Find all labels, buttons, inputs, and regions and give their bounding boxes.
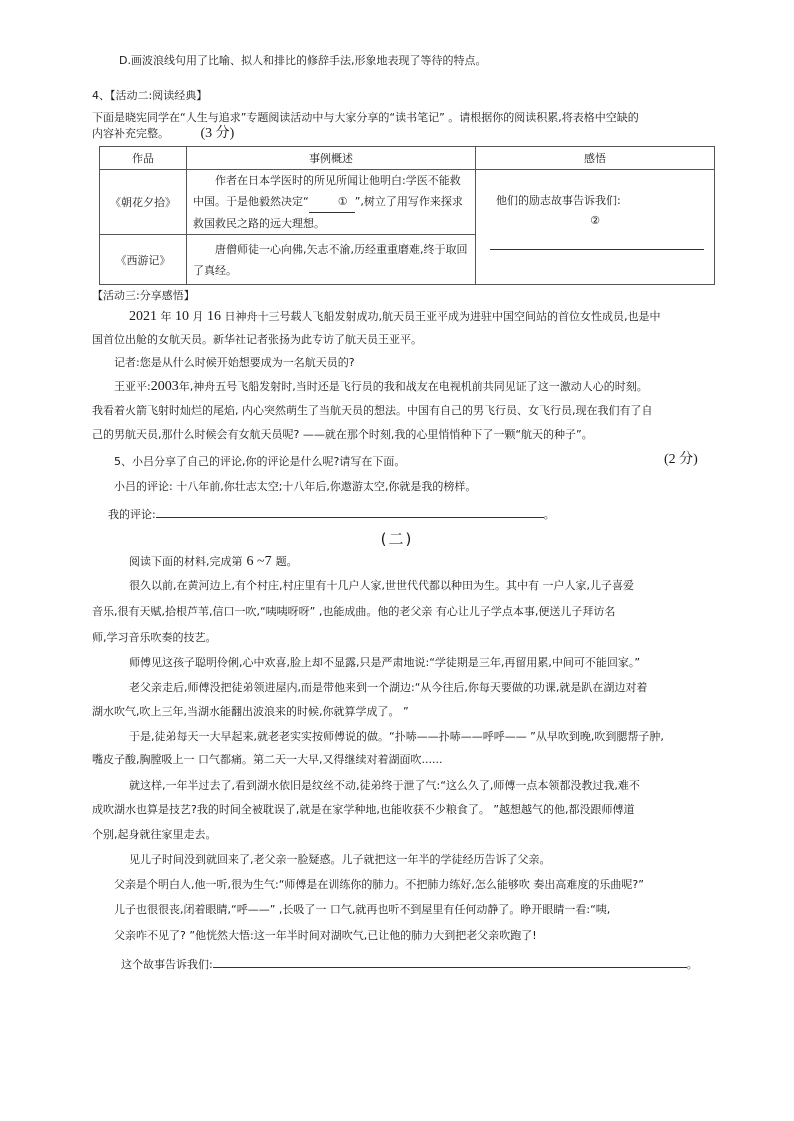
part-2-title: (二) <box>380 530 414 548</box>
table-row <box>100 170 715 235</box>
story-line: 嘴皮子酸,胸膛吸上一 口气都痛。第二天一大早,又得继续对着湖面吹...... <box>92 753 443 766</box>
answer-line-2[interactable] <box>490 249 704 250</box>
part-2-instruction <box>129 555 298 569</box>
table-case-paragraph <box>193 170 469 234</box>
question-4-intro-line1: 下面是晓宪同学在“人生与追求”专题阅读活动中与大家分享的“读书笔记” 。请根据你的阅读积累,将表格中空缺的 <box>92 111 639 124</box>
story-line: 个别,起身就往家里走去。 <box>92 828 217 841</box>
question-range: 6 ~7 <box>246 554 272 569</box>
my-comment-row <box>108 505 555 522</box>
my-comment-label: 我的评论: <box>108 508 156 521</box>
story-line: 师傅见这孩子聪明伶俐,心中欢喜,脸上却不显露,只是严肃地说:“学徒期是三年,再留用累,中间可不能回家。” <box>129 656 641 669</box>
text-fragment: 日神舟十三号载人飞船发射成功,航天员王亚平成为进驻中国空间站的首位女性成员,也是中 <box>224 310 661 323</box>
reporter-question: 记者:您是从什么时候开始想要成为一名航天员的? <box>114 356 355 369</box>
table-cell-insight <box>476 170 715 285</box>
day-16: 16 <box>207 309 221 324</box>
option-d-text: D.画波浪线句用了比喻、拟人和排比的修辞手法,形象地表现了等待的特点。 <box>119 54 487 67</box>
story-line: 成吹湖水也算是技艺?我的时间全被耽误了,就是在家学种地,也能收获不少粮食了。 ”越想越气的他,都没跟师傅道 <box>92 803 635 816</box>
story-line: 湖水吹气,吹上三年,当湖水能翻出波浪来的时候,你就算学成了。 ” <box>92 705 409 718</box>
activity-3-heading: 【活动三:分享感悟】 <box>92 289 195 302</box>
insight-label: 他们的励志故事告诉我们: <box>496 194 621 207</box>
case-text: ”,树立了用写作来探求救国救民之路的远大理想。 <box>193 195 463 230</box>
text-fragment: 年,神舟五号飞船发射时,当时还是飞行员的我和战友在电视机前共同见证了这一激动人心的时刻。 <box>178 380 648 393</box>
table-case-paragraph: 唐僧师徒一心向佛,矢志不渝,历经重重磨难,终于取回了真经。 <box>193 242 468 277</box>
text-fragment: 年 <box>160 310 172 323</box>
insight-blank-number: ② <box>590 214 600 227</box>
story-prompt-label: 这个故事告诉我们: <box>121 958 213 971</box>
question-5-text: 5、小吕分享了自己的评论,你的评论是什么呢?请写在下面。 <box>114 455 406 468</box>
year-2003: 2003 <box>150 379 179 394</box>
table-header-case: 事例概述 <box>187 147 476 170</box>
story-answer-line[interactable] <box>213 955 687 968</box>
text-fragment: 月 <box>192 310 204 323</box>
case-text: 作者在日本学医时的所见所闻让他明白:学医不能救中国。于是他毅然决定“ <box>193 174 461 208</box>
blank-number: ① <box>337 195 348 208</box>
question-5-score: (2 分) <box>664 452 698 467</box>
table-cell-work: 《朝花夕拾》 <box>100 170 187 235</box>
lv-comment: 小吕的评论: 十八年前,你壮志太空;十八年后,你遨游太空,你就是我的榜样。 <box>114 480 477 493</box>
story-line: 师,学习音乐吹奏的技艺。 <box>92 631 217 644</box>
story-line: 老父亲走后,师傅没把徒弟领进屋内,而是带他来到一个湖边:“从今往后,你每天要做的功课,就是趴在湖边对着 <box>129 681 648 694</box>
question-4-heading: 4、【活动二:阅读经典】 <box>92 89 208 102</box>
end-mark: 。 <box>543 508 555 521</box>
activity-3-paragraph1-line1 <box>129 310 661 324</box>
end-mark: 。 <box>686 958 698 971</box>
story-line: 很久以前,在黄河边上,有个村庄,村庄里有十几户人家,世世代代都以种田为生。其中有 一户人家,儿子喜爱 <box>129 579 634 592</box>
wang-answer-line1 <box>114 380 648 394</box>
answer-blank-1[interactable] <box>309 191 355 213</box>
table-cell-case <box>187 170 476 235</box>
instruction-text: 阅读下面的材料,完成第 <box>129 555 243 568</box>
my-comment-answer-line[interactable] <box>156 505 544 518</box>
question-4-intro-text: 内容补充完整。 <box>92 127 169 140</box>
story-line: 父亲是个明白人,他一听,很为生气:“师傅是在训练你的肺力。不把肺力练好,怎么能够吹 奏出高难度的乐曲呢?” <box>114 878 644 891</box>
activity-3-paragraph1-line2: 国首位出舱的女航天员。新华社记者张扬为此专访了航天员王亚平。 <box>92 333 422 346</box>
reading-notes-table <box>99 146 715 285</box>
instruction-text: 题。 <box>275 555 298 568</box>
wang-answer-line2: 我看着火箭飞射时灿烂的尾焰, 内心突然萌生了当航天员的想法。中国有自己的男飞行员、女飞行员,现在我们有了自 <box>92 404 653 417</box>
table-header-insight: 感悟 <box>476 147 715 170</box>
story-line: 于是,徒弟每天一大早起来,就老老实实按师傅说的做。“扑哧——扑哧——呼呼—— ”从早吹到晚,吹到腮帮子肿, <box>129 730 664 743</box>
story-prompt-row <box>121 955 698 972</box>
question-4-score: (3 分) <box>200 126 235 141</box>
year-2021: 2021 <box>129 309 157 324</box>
story-line: 就这样,一年半过去了,看到湖水依旧是纹丝不动,徒弟终于泄了气:“这么久了,师傅一点本领都没教过我,难不 <box>129 779 640 792</box>
table-cell-case <box>187 235 476 285</box>
speaker-label: 王亚平: <box>114 380 151 393</box>
story-line: 音乐,很有天赋,拾根芦苇,信口一吹,“咦咦呀呀” ,也能成曲。他的老父亲 有心让儿子学点本事,便送儿子拜访名 <box>92 605 616 618</box>
table-header-row <box>100 147 715 170</box>
story-line: 父亲咋不见了? ”他恍然大悟:这一年半时间对湖吹气,已让他的肺力大到把老父亲吹跑了! <box>114 929 537 942</box>
story-line: 儿子也很很丧,闭着眼睛,“呼——” ,长吸了一 口气,就再也听不到屋里有任何动静了。睁开眼睛一看:“咦, <box>114 903 611 916</box>
table-header-work: 作品 <box>100 147 187 170</box>
month-10: 10 <box>175 309 189 324</box>
question-4-intro-line2 <box>92 127 234 141</box>
table-cell-work: 《西游记》 <box>100 235 187 285</box>
story-line: 见儿子时间没到就回来了,老父亲一脸疑惑。儿子就把这一年半的学徒经历告诉了父亲。 <box>129 853 551 866</box>
wang-answer-line3: 己的男航天员,那什么时候会有女航天员呢? ——就在那个时刻,我的心里悄悄种下了一颗“航天的种子”。 <box>92 428 593 441</box>
